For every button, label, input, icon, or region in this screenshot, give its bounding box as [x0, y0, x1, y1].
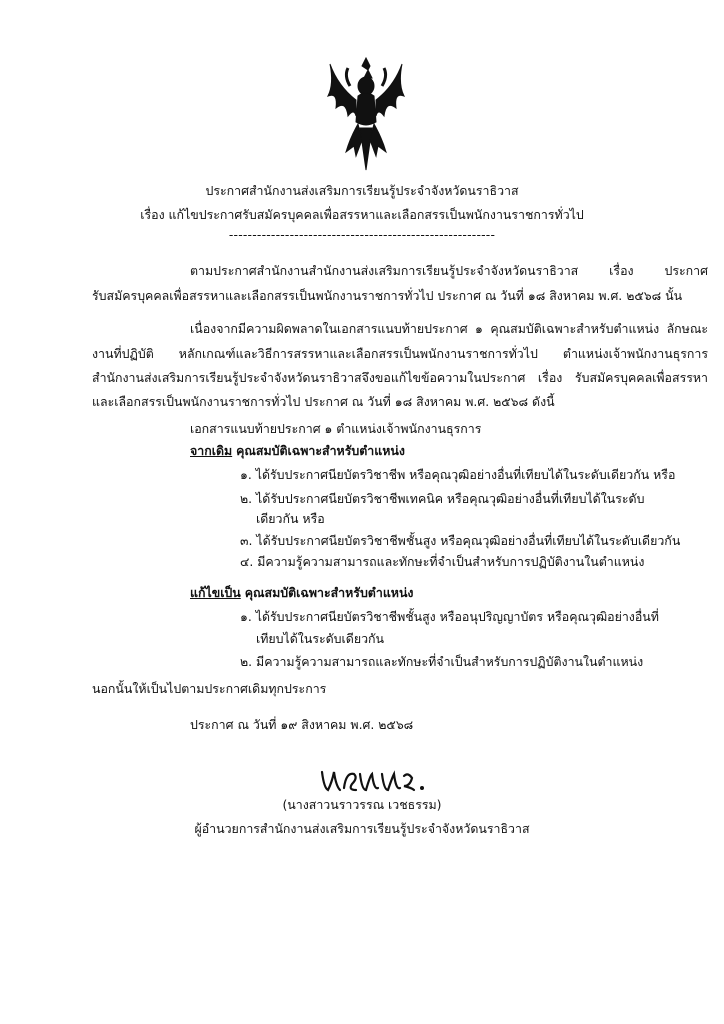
original-item-1: ๑. ได้รับประกาศนียบัตรวิชาชีพ หรือคุณวุฒิอย่างอื่นที่เทียบได้ในระดับเดียวกัน หรือ — [240, 467, 676, 482]
handwritten-signature — [318, 762, 428, 796]
original-item-2: ๒. ได้รับประกาศนียบัตรวิชาชีพเทคนิค หรือคุณวุฒิอย่างอื่นที่เทียบได้ในระดับ — [240, 491, 645, 506]
revised-heading: คุณสมบัติเฉพาะสำหรับตำแหน่ง — [244, 585, 414, 600]
revised-item-1: ๑. ได้รับประกาศนียบัตรวิชาชีพชั้นสูง หรืออนุปริญญาบัตร หรือคุณวุฒิอย่างอื่นที่ — [240, 609, 659, 624]
attachment-title: เอกสารแนบท้ายประกาศ ๑ ตำแหน่งเจ้าพนักงานธุรการ — [190, 421, 482, 436]
signatory-name: (นางสาวนราวรรณ เวชธรรม) — [282, 797, 442, 812]
closing-statement: นอกนั้นให้เป็นไปตามประกาศเดิมทุกประการ — [92, 681, 327, 696]
signatory-position: ผู้อำนวยการสำนักงานส่งเสริมการเรียนรู้ประจำจังหวัดนราธิวาส — [194, 821, 530, 836]
paragraph-2-line-3: สำนักงานส่งเสริมการเรียนรู้ประจำจังหวัดนราธิวาสจึงขอแก้ไขข้อความในประกาศ เรื่อง รับสมัครบุคคลเพื่อสรรหา — [92, 370, 708, 385]
revised-item-1-continued: เทียบได้ในระดับเดียวกัน — [256, 631, 385, 646]
original-heading: คุณสมบัติเฉพาะสำหรับตำแหน่ง — [236, 443, 405, 458]
original-item-4: ๔. มีความรู้ความสามารถและทักษะที่จำเป็นสำหรับการปฏิบัติงานในตำแหน่ง — [240, 554, 645, 569]
paragraph-2-line-1: เนื่องจากมีความผิดพลาดในเอกสารแนบท้ายประกาศ ๑ คุณสมบัติเฉพาะสำหรับตำแหน่ง ลักษณะ — [190, 321, 708, 336]
garuda-emblem-icon — [326, 56, 406, 172]
original-item-3: ๓. ได้รับประกาศนียบัตรวิชาชีพชั้นสูง หรือคุณวุฒิอย่างอื่นที่เทียบได้ในระดับเดียวกัน — [240, 533, 681, 548]
original-section-header — [190, 442, 405, 460]
original-label: จากเดิม — [190, 443, 233, 458]
revised-label: แก้ไขเป็น — [190, 585, 241, 600]
revised-section-header — [190, 584, 414, 602]
revised-item-2: ๒. มีความรู้ความสามารถและทักษะที่จำเป็นสำหรับการปฏิบัติงานในตำแหน่ง — [240, 654, 644, 669]
paragraph-2-line-4: และเลือกสรรเป็นพนักงานราชการทั่วไป ประกาศ ณ วันที่ ๑๘ สิงหาคม พ.ศ. ๒๕๖๘ ดังนี้ — [92, 394, 555, 409]
paragraph-1-line-2: รับสมัครบุคคลเพื่อสรรหาและเลือกสรรเป็นพนักงานราชการทั่วไป ประกาศ ณ วันที่ ๑๘ สิงหาคม พ.ศ. ๒๕๖๘ นั้น — [92, 288, 683, 303]
announcement-date: ประกาศ ณ วันที่ ๑๙ สิงหาคม พ.ศ. ๒๕๖๘ — [190, 717, 414, 732]
announcement-subject: เรื่อง แก้ไขประกาศรับสมัครบุคคลเพื่อสรรหาและเลือกสรรเป็นพนักงานราชการทั่วไป — [140, 207, 584, 222]
divider-line: --------------------------------------------------------- — [228, 227, 496, 242]
original-item-2-continued: เดียวกัน หรือ — [256, 511, 325, 526]
paragraph-1-line-1: ตามประกาศสำนักงานสำนักงานส่งเสริมการเรียนรู้ประจำจังหวัดนราธิวาส เรื่อง ประกาศ — [190, 263, 708, 278]
announcement-title: ประกาศสำนักงานส่งเสริมการเรียนรู้ประจำจังหวัดนราธิวาส — [205, 183, 519, 198]
paragraph-2-line-2: งานที่ปฏิบัติ หลักเกณฑ์และวิธีการสรรหาและเลือกสรรเป็นพนักงานราชการทั่วไป ตำแหน่งเจ้าพนักงานธุรการ — [92, 346, 708, 361]
